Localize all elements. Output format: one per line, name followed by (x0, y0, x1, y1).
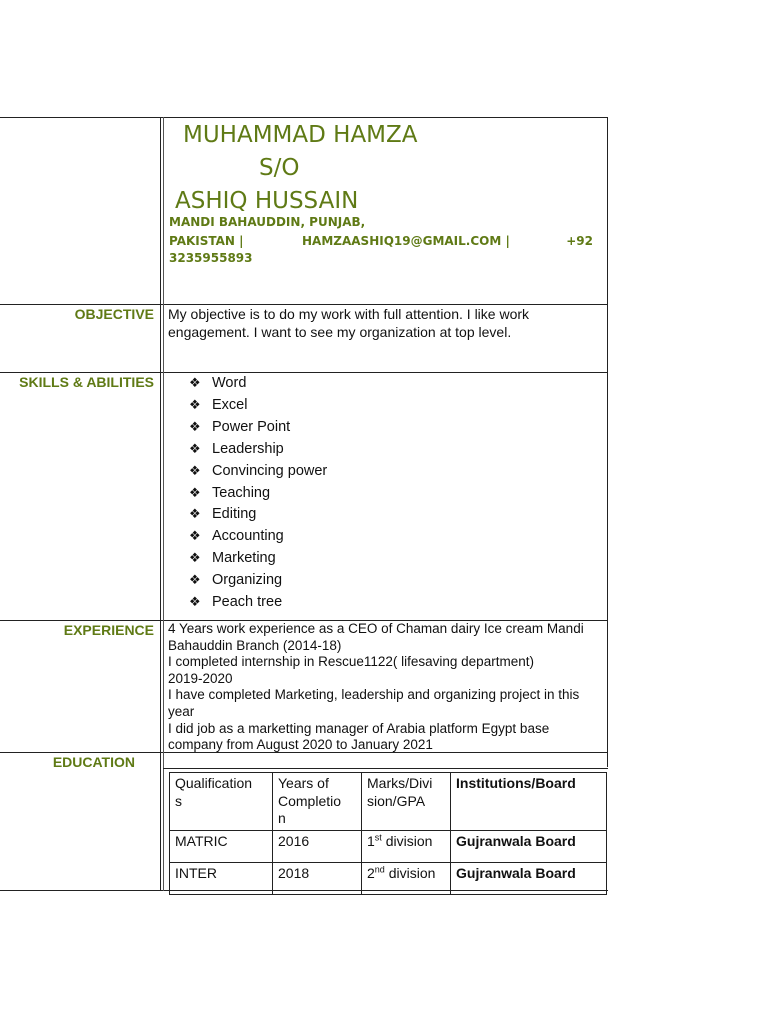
marks-text: division (384, 864, 436, 881)
email[interactable]: HAMZAASHIQ19@GMAIL.COM | (302, 234, 510, 248)
list-item (189, 592, 327, 614)
experience-line: 4 Years work experience as a CEO of Chaman dairy Ice cream Mandi (168, 621, 584, 636)
objective-line: engagement. I want to see my organization at top level. (168, 324, 512, 340)
address-line: MANDI BAHAUDDIN, PUNJAB, (169, 215, 366, 229)
cell-qualification: MATRIC (170, 830, 273, 862)
skill-text: Word (212, 375, 247, 391)
header-years (273, 773, 362, 831)
marks-text: division (381, 832, 433, 849)
list-item (189, 461, 327, 483)
table-row (170, 862, 607, 894)
cell-year: 2016 (273, 830, 362, 862)
cell-board: Gujranwala Board (451, 830, 607, 862)
objective-label: OBJECTIVE (74, 306, 154, 322)
bullet-icon: ❖ (189, 419, 201, 435)
list-item (189, 439, 327, 461)
skill-text: Editing (212, 506, 257, 523)
table-border-top (0, 117, 608, 118)
skill-text: Accounting (212, 528, 284, 545)
name-header (169, 119, 605, 218)
skills-list (189, 373, 327, 614)
experience-line: Bahauddin Branch (2014-18) (168, 637, 342, 653)
objective-text (168, 305, 529, 341)
skill-text: Peach tree (212, 594, 283, 611)
list-item (189, 548, 327, 570)
skill-text: Excel (212, 396, 248, 413)
list-item (189, 395, 327, 417)
header-text: n (278, 810, 286, 826)
row-divider (163, 768, 608, 769)
list-item (189, 504, 327, 526)
header-marks (362, 773, 451, 831)
experience-line: I did job as a marketting manager of Arabia platform Egypt base (168, 720, 550, 736)
header-institution: Institutions/Board (451, 773, 607, 831)
header-text: Completio (278, 792, 342, 809)
cell-marks (362, 862, 451, 894)
bullet-icon: ❖ (189, 441, 201, 457)
column-divider-inner (163, 117, 164, 891)
table-border-right (607, 117, 608, 767)
bullet-icon: ❖ (189, 595, 201, 611)
experience-line: year (168, 703, 195, 719)
marks-num: 1 (367, 832, 375, 849)
education-table (169, 772, 607, 895)
son-of: S/O (259, 155, 300, 181)
cell-board: Gujranwala Board (451, 862, 607, 894)
list-item (189, 526, 327, 548)
experience-line: company from August 2020 to January 2021 (168, 737, 433, 753)
experience-line: I have completed Marketing, leadership and organizing project in this (168, 687, 580, 703)
resume-table (0, 117, 608, 891)
header-qualification (170, 773, 273, 831)
list-item (189, 417, 327, 439)
address-country: PAKISTAN | (169, 234, 244, 248)
skill-text: Organizing (212, 572, 283, 589)
header-text: sion/GPA (367, 792, 426, 809)
marks-sup: nd (374, 863, 385, 874)
cell-qualification: INTER (170, 862, 273, 894)
header-text: Years of (278, 775, 329, 791)
skills-label: SKILLS & ABILITIES (19, 374, 154, 390)
father-name: ASHIQ HUSSAIN (175, 188, 359, 214)
contact-line (169, 233, 593, 249)
skill-text: Convincing power (212, 462, 328, 479)
bullet-icon: ❖ (189, 551, 201, 567)
column-divider (160, 117, 161, 891)
cell-year: 2018 (273, 862, 362, 894)
header-text: s (175, 792, 182, 809)
experience-text (168, 621, 604, 754)
skill-text: Teaching (212, 484, 271, 501)
header-text: Marks/Divi (367, 775, 433, 791)
experience-label: EXPERIENCE (63, 622, 154, 638)
bullet-icon: ❖ (189, 529, 201, 545)
bullet-icon: ❖ (189, 376, 201, 391)
skill-text: Power Point (212, 418, 291, 435)
bullet-icon: ❖ (189, 397, 201, 413)
skill-text: Leadership (212, 440, 284, 457)
table-header-row (170, 773, 607, 831)
objective-line: My objective is to do my work with full attention. I like work (168, 306, 530, 322)
experience-line: I completed internship in Rescue1122( lifesaving department) (168, 654, 534, 670)
skill-text: Marketing (212, 550, 276, 567)
phone-number: 3235955893 (169, 251, 253, 265)
marks-sup: st (374, 831, 382, 842)
bullet-icon: ❖ (189, 507, 201, 523)
list-item (189, 483, 327, 505)
list-item (189, 373, 327, 395)
cell-marks (362, 830, 451, 862)
marks-num: 2 (367, 864, 375, 881)
experience-line: 2019-2020 (168, 670, 233, 686)
list-item (189, 570, 327, 592)
bullet-icon: ❖ (189, 485, 201, 501)
header-text: Qualification (175, 775, 253, 791)
table-row (170, 830, 607, 862)
education-label: EDUCATION (52, 754, 135, 770)
full-name: MUHAMMAD HAMZA (183, 122, 418, 148)
bullet-icon: ❖ (189, 463, 201, 479)
phone-prefix: +92 (566, 234, 593, 248)
bullet-icon: ❖ (189, 573, 201, 589)
